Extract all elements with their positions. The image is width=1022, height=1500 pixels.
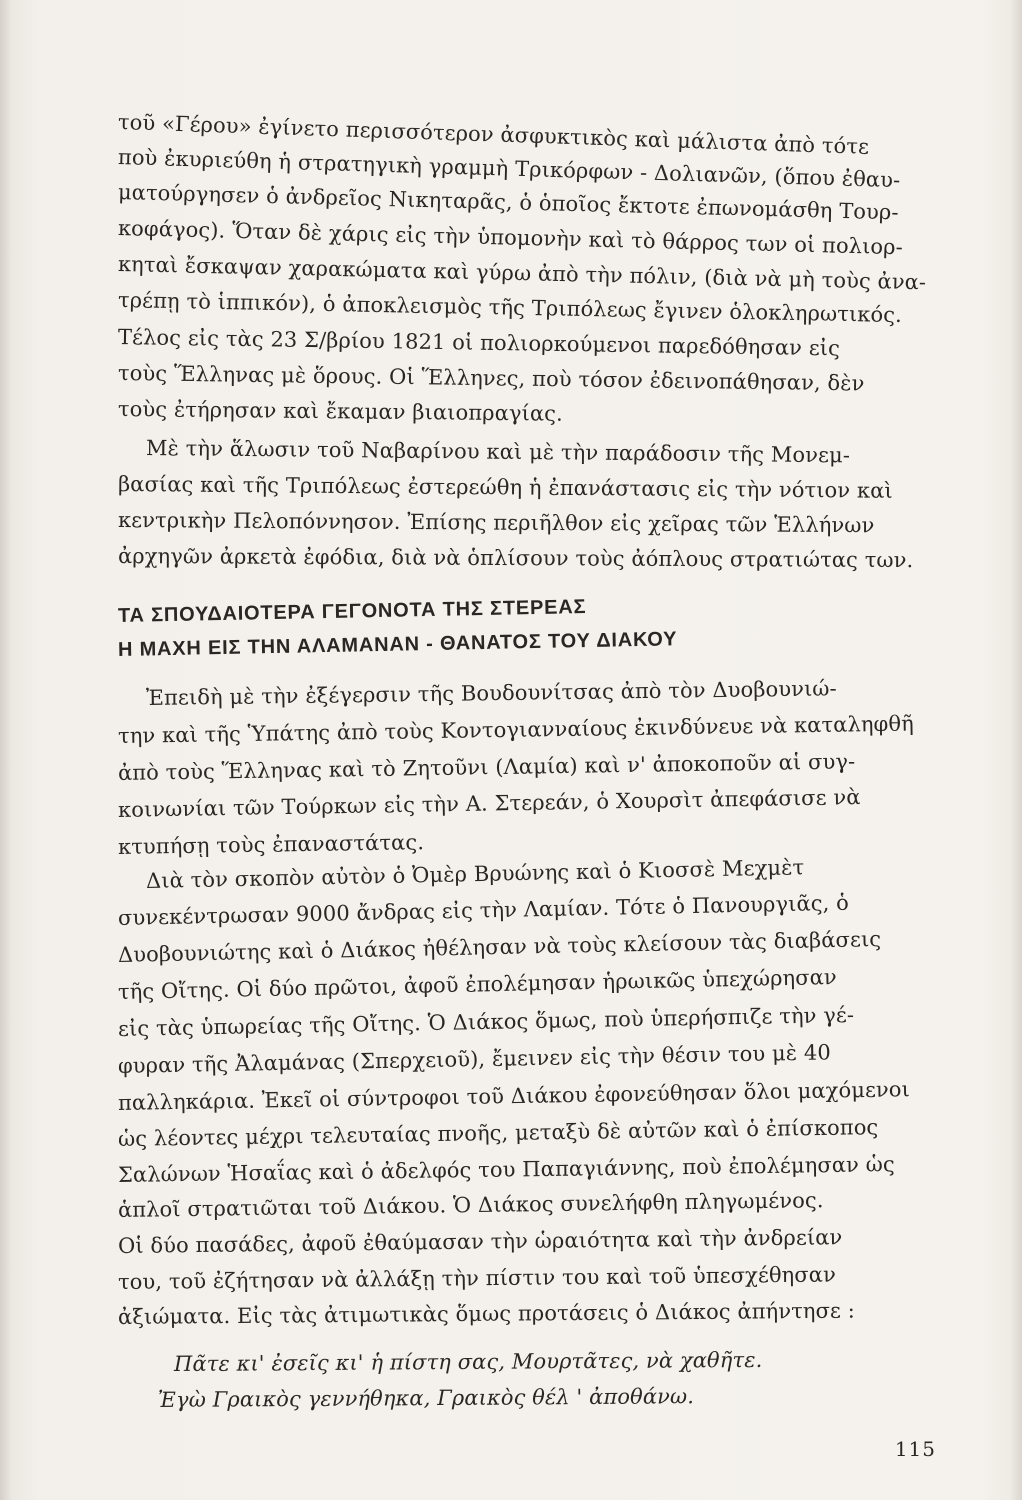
paragraph4-line-2: συνεκέντρωσαν 9000 ἄνδρας εἰς τὴν Λαμίαν. Τότε ὁ Πανουργιᾶς, ὁ: [117, 890, 850, 930]
page-edge-shadow-right: [1010, 0, 1022, 1500]
paragraph4-line-5: εἰς τὰς ὑπωρείας τῆς Οἴτης. Ὁ Διάκος ὅμως, ποὺ ὑπερήσπιζε τὴν γέ-: [117, 1002, 855, 1041]
poem-line-2: Ἐγὼ Γραικὸς γεννήθηκα, Γραικὸς θέλ ' ἀποθάνω.: [157, 1384, 695, 1412]
paragraph1-line-4: κοφάγος). Ὅταν δὲ χάρις εἰς τὴν ὑπομονὴν καὶ τὸ θάρρος των οἱ πολιορ-: [117, 216, 904, 260]
poem-line-1: Πᾶτε κι' ἐσεῖς κι' ἡ πίστη σας, Μουρτᾶτες, νὰ χαθῆτε.: [173, 1347, 763, 1376]
paragraph4-line-7: παλληκάρια. Ἐκεῖ οἱ σύντροφοι τοῦ Διάκου ἐφονεύθησαν ὅλοι μαχόμενοι: [117, 1077, 911, 1115]
paragraph4-line-13: ἀξιώματα. Εἰς τὰς ἀτιμωτικὰς ὅμως προτάσεις ὁ Διάκος ἀπήντησε :: [117, 1298, 856, 1329]
paragraph1-line-2: ποὺ ἐκυριεύθη ἡ στρατηγικὴ γραμμὴ Τρικόρφων - Δολιανῶν, (ὅπου ἐθαυ-: [117, 145, 901, 193]
paragraph4-line-4: τῆς Οἴτης. Οἱ δύο πρῶτοι, ἀφοῦ ἐπολέμησαν ἡρωικῶς ὑπεχώρησαν: [117, 964, 837, 1004]
paragraph2-line-2: βασίας καὶ τῆς Τριπόλεως ἐστερεώθη ἡ ἐπανάστασις εἰς τὴν νότιον καὶ: [117, 472, 893, 503]
paragraph2-line-4: ἀρχηγῶν ἀρκετὰ ἐφόδια, διὰ νὰ ὁπλίσουν τοὺς ἀόπλους στρατιώτας των.: [117, 544, 914, 573]
paragraph3-line-3: ἀπὸ τοὺς Ἕλληνας καὶ τὸ Ζητοῦνι (Λαμία) καὶ ν' ἀποκοποῦν αἱ συγ-: [117, 749, 856, 785]
paragraph1-line-9: τοὺς ἐτήρησαν καὶ ἔκαμαν βιαιοπραγίας.: [117, 397, 563, 426]
paragraph2-line-1: Μὲ τὴν ἅλωσιν τοῦ Ναβαρίνου καὶ μὲ τὴν παράδοσιν τῆς Μονεμ-: [145, 436, 851, 468]
paragraph4-line-10: ἁπλοῖ στρατιῶται τοῦ Διάκου. Ὁ Διάκος συνελήφθη πληγωμένος.: [117, 1188, 824, 1222]
section-heading-line-1: ΤΑ ΣΠΟΥΔΑΙΟΤΕΡΑ ΓΕΓΟΝΟΤΑ ΤΗΣ ΣΤΕΡΕΑΣ: [117, 596, 587, 627]
paragraph1-line-8: τοὺς Ἕλληνας μὲ ὅρους. Οἱ Ἕλληνες, ποὺ τόσον ἐδεινοπάθησαν, δὲν: [117, 361, 865, 396]
paragraph4-line-6: φυραν τῆς Ἀλαμάνας (Σπερχειοῦ), ἔμεινεν εἰς τὴν θέσιν του μὲ 40: [117, 1040, 832, 1078]
paragraph4-line-11: Οἱ δύο πασάδες, ἀφοῦ ἐθαύμασαν τὴν ὡραιότητα καὶ τὴν ἀνδρείαν: [117, 1225, 843, 1258]
paragraph1-line-6: τρέπῃ τὸ ἱππικόν), ὁ ἀποκλεισμὸς τῆς Τριπόλεως ἔγινεν ὁλοκληρωτικός.: [117, 288, 903, 328]
paragraph4-line-3: Δυοβουνιώτης καὶ ὁ Διάκος ἠθέλησαν νὰ τοὺς κλείσουν τὰς διαβάσεις: [117, 927, 882, 967]
paragraph3-line-2: την καὶ τῆς Ὑπάτης ἀπὸ τοὺς Κοντογιανναίους ἐκινδύνευε νὰ καταληφθῆ: [117, 711, 914, 748]
paragraph4-line-9: Σαλώνων Ἡσαΐας καὶ ὁ ἀδελφός του Παπαγιάννης, ποὺ ἐπολέμησαν ὡς: [117, 1152, 895, 1187]
paragraph1-line-3: ματούργησεν ὁ ἀνδρεῖος Νικηταρᾶς, ὁ ὁποῖος ἔκτοτε ἐπωνομάσθη Τουρ-: [117, 180, 899, 225]
page-edge-shadow-left: [0, 0, 12, 1500]
paragraph3-line-1: Ἐπειδὴ μὲ τὴν ἐξέγερσιν τῆς Βουδουνίτσας ἀπὸ τὸν Δυοβουνιώ-: [145, 676, 837, 710]
page-number: 115: [894, 1437, 936, 1461]
section-heading-line-2: Η ΜΑΧΗ ΕΙΣ ΤΗΝ ΑΛΑΜΑΝΑΝ - ΘΑΝΑΤΟΣ ΤΟΥ ΔΙΑΚΟΥ: [117, 628, 678, 661]
paragraph4-line-1: Διὰ τὸν σκοπὸν αὐτὸν ὁ Ὀμὲρ Βρυώνης καὶ ὁ Κιοσσὲ Μεχμὲτ: [145, 855, 805, 893]
paragraph2-line-3: κεντρικὴν Πελοπόννησον. Ἐπίσης περιῆλθον εἰς χεῖρας τῶν Ἑλλήνων: [117, 508, 875, 538]
paragraph1-line-7: Τέλος εἰς τὰς 23 Σ/βρίου 1821 οἱ πολιορκούμενοι παρεδόθησαν εἰς: [117, 325, 841, 361]
paragraph1-line-5: κηταὶ ἔσκαψαν χαρακώματα καὶ γύρω ἀπὸ τὴν πόλιν, (διὰ νὰ μὴ τοὺς ἀνα-: [117, 252, 927, 295]
paragraph4-line-12: του, τοῦ ἐζήτησαν νὰ ἀλλάξῃ τὴν πίστιν του καὶ τοῦ ὑπεσχέθησαν: [117, 1262, 837, 1294]
paragraph1-line-1: τοῦ «Γέρου» ἐγίνετο περισσότερον ἀσφυκτικὸς καὶ μάλιστα ἀπὸ τότε: [117, 110, 870, 159]
paragraph4-line-8: ὡς λέοντες μέχρι τελευταίας πνοῆς, μεταξὺ δὲ αὐτῶν καὶ ὁ ἐπίσκοπος: [117, 1115, 879, 1151]
paragraph3-line-5: κτυπήσῃ τοὺς ἐπαναστάτας.: [117, 830, 425, 859]
paragraph3-line-4: κοινωνίαι τῶν Τούρκων εἰς τὴν Α. Στερεάν, ὁ Χουρσὶτ ἀπεφάσισε νὰ: [117, 785, 861, 822]
